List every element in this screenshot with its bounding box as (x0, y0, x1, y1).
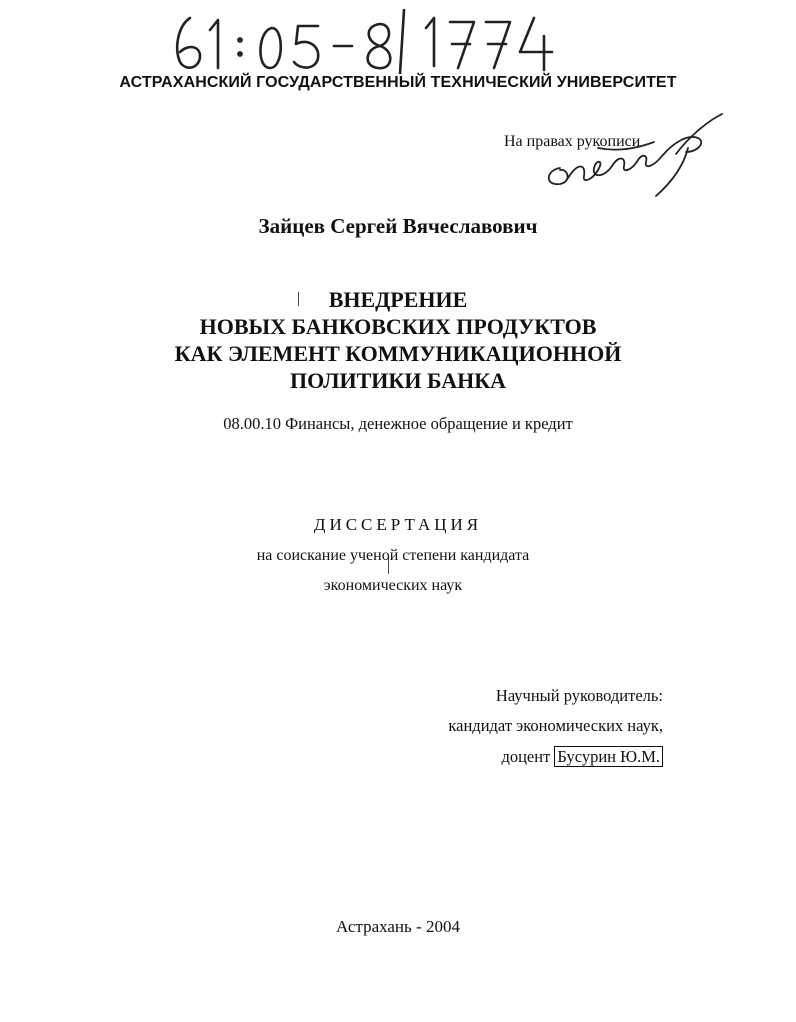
advisor-rank: доцент (501, 747, 551, 766)
title-line: НОВЫХ БАНКОВСКИХ ПРОДУКТОВ (199, 314, 597, 339)
specialty-code: 08.00.10 Финансы, денежное обращение и кредит (223, 414, 573, 433)
title-line: КАК ЭЛЕМЕНТ КОММУНИКАЦИОННОЙ (174, 341, 622, 366)
rights-note: На правах рукописи (504, 133, 641, 150)
advisor-line (501, 747, 663, 767)
scan-mark (298, 292, 299, 306)
advisor-label: Научный руководитель: (495, 686, 663, 705)
advisor-name: Бусурин Ю.М. (554, 746, 663, 767)
title-line: ПОЛИТИКИ БАНКА (289, 368, 507, 393)
signature (538, 108, 728, 198)
document-type: ДИССЕРТАЦИЯ (313, 515, 483, 534)
degree-line-2: экономических наук (323, 577, 463, 594)
advisor-degree: кандидат экономических наук, (448, 716, 663, 735)
author-name: Зайцев Сергей Вячеславович (258, 214, 538, 238)
dissertation-title (0, 286, 796, 394)
title-line: ВНЕДРЕНИЕ (328, 287, 468, 312)
university-name: АСТРАХАНСКИЙ ГОСУДАРСТВЕННЫЙ ТЕХНИЧЕСКИЙ УНИВЕРСИТЕТ (119, 74, 677, 91)
degree-line-1: на соискание ученой степени кандидата (256, 547, 530, 564)
handwritten-code (168, 8, 568, 74)
city-year: Астрахань - 2004 (336, 917, 460, 936)
